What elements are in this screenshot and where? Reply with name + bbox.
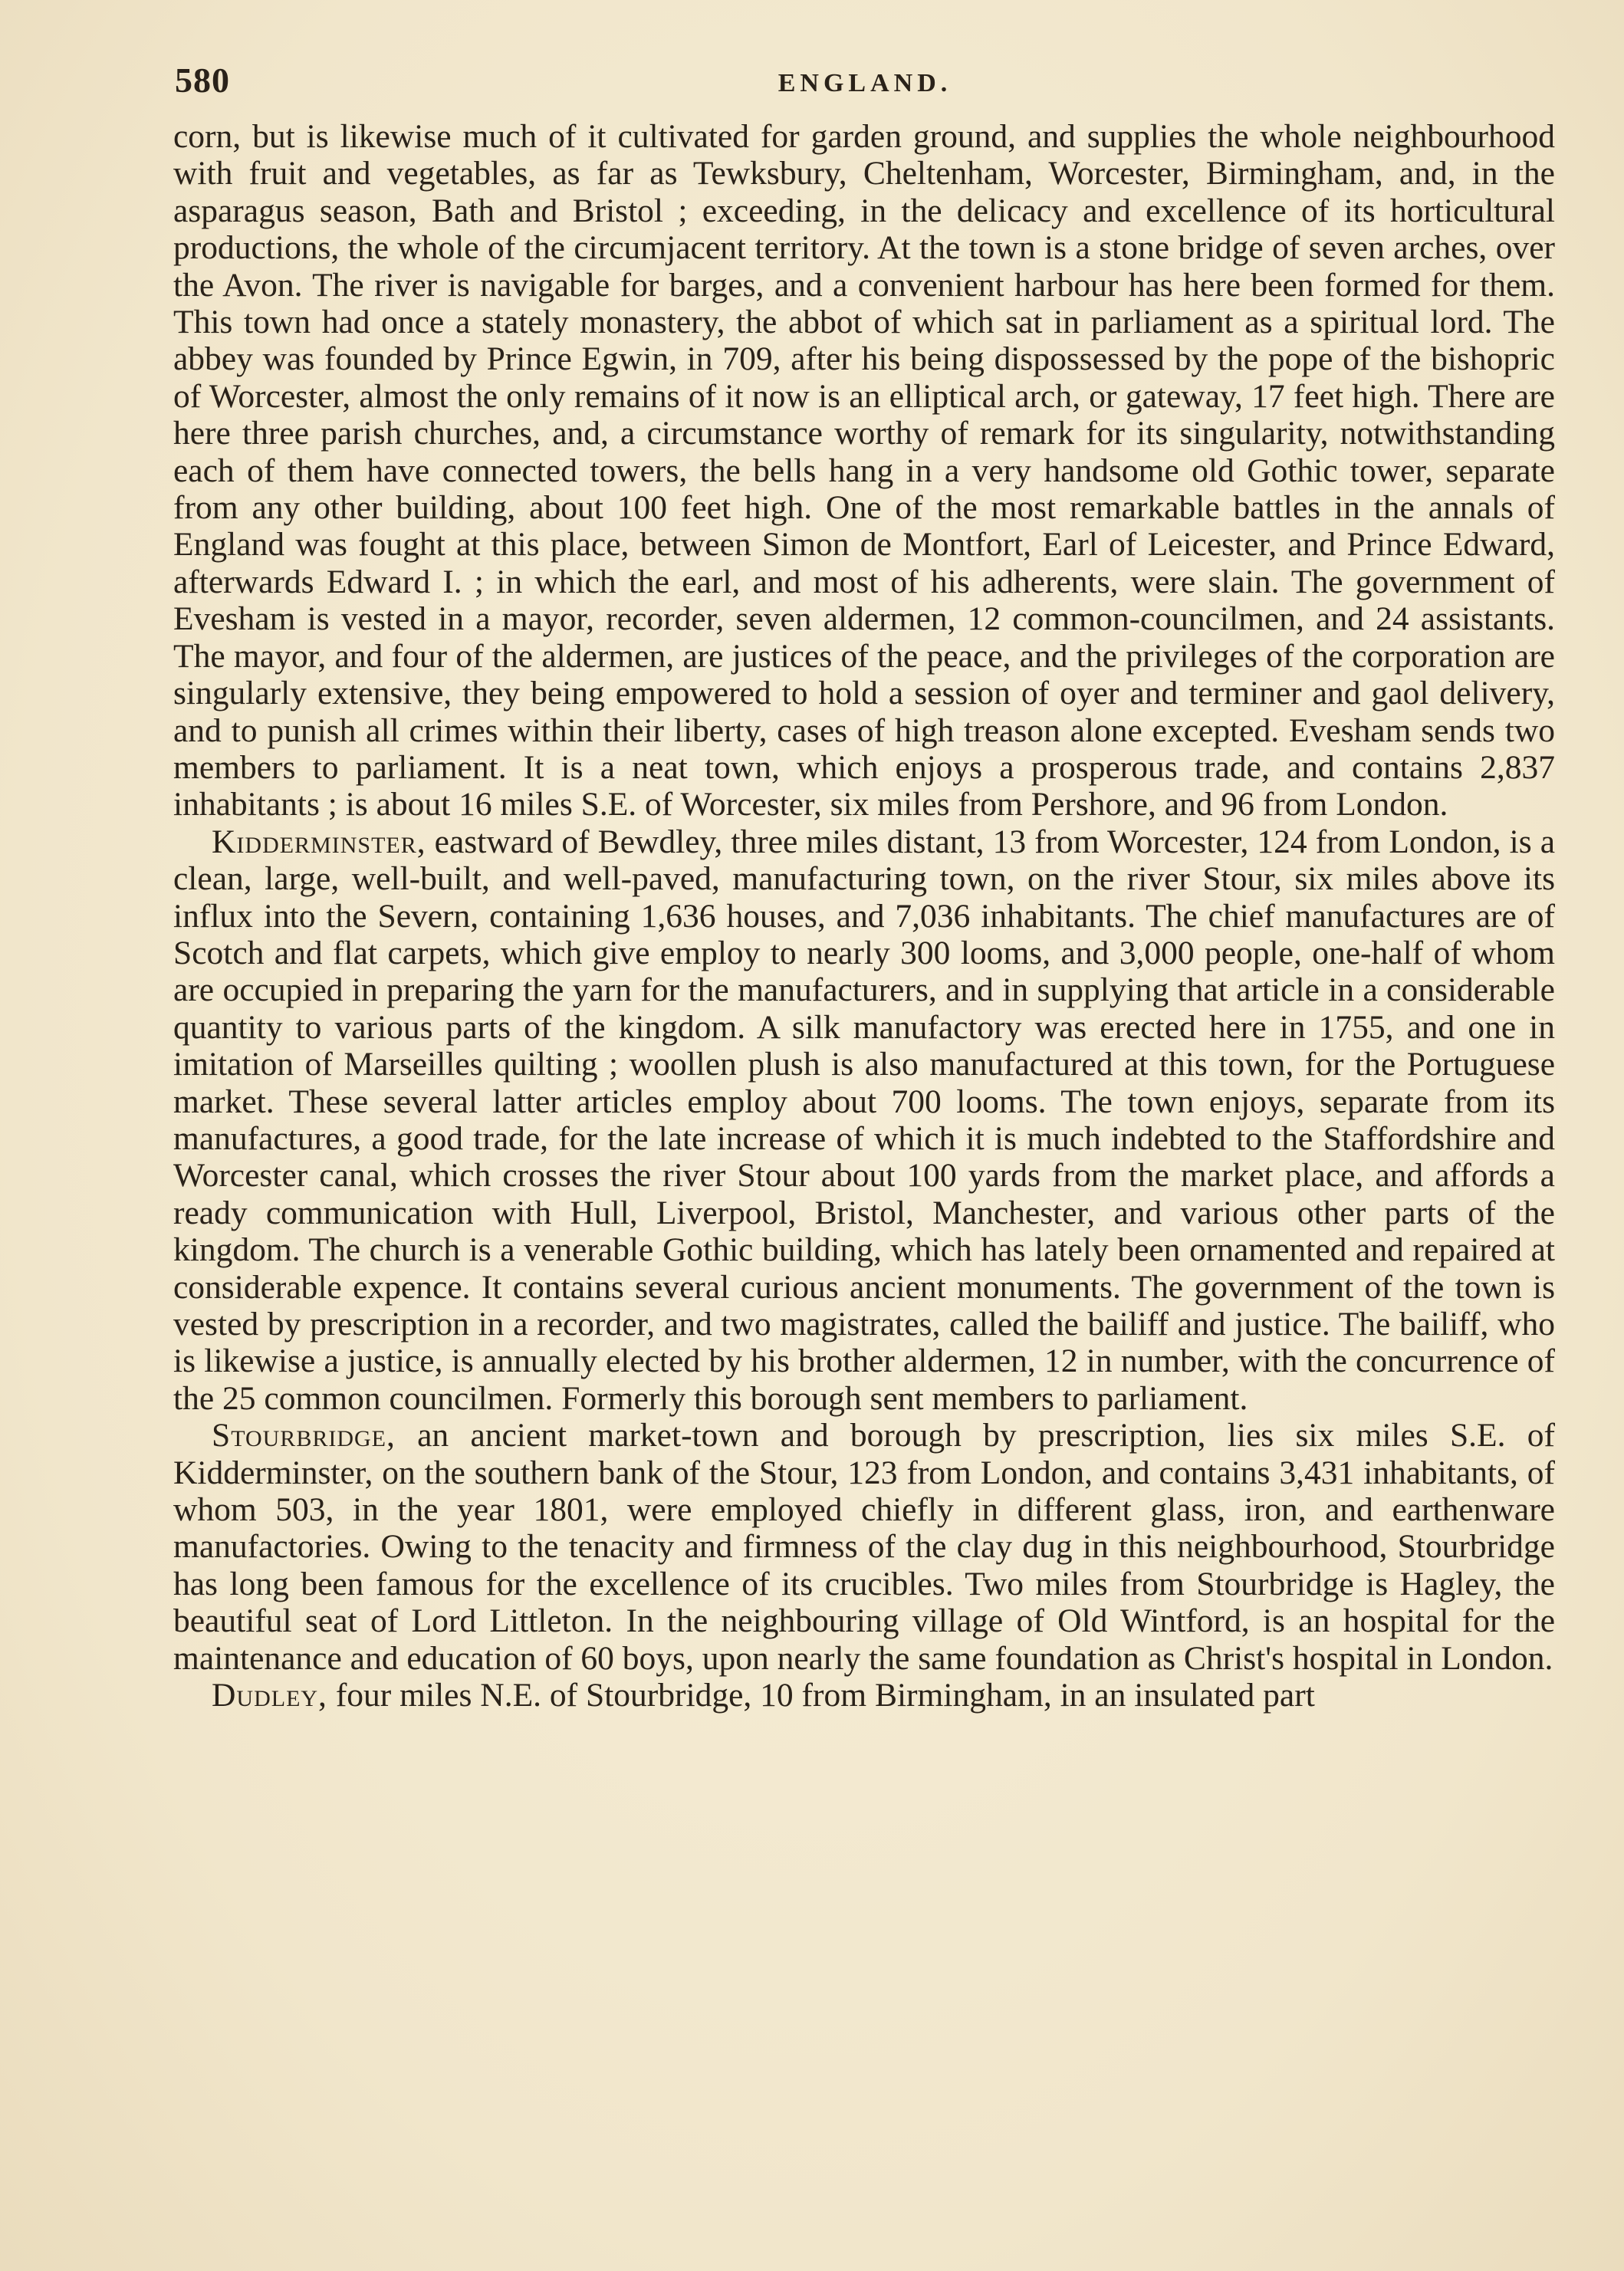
running-head: ENGLAND. <box>777 69 952 97</box>
paragraph-dudley <box>173 1677 1555 1714</box>
paragraph-text: corn, but is likewise much of it cultivated for garden ground, and supplies the whole neighbourhood with fruit and vegetables, as far as Tewksbury, Cheltenham, Worcester, Birmingham, and, in the asparagus season, Bath and Bristol ; exceeding, in the delicacy and excellence of its horticultural productions, the whole of the circumjacent territory. At the town is a stone bridge of seven arches, over the Avon. The river is navigable for barges, and a convenient harbour has here been formed for them. This town had once a stately monastery, the abbot of which sat in parliament as a spiritual lord. The abbey was founded by Prince Egwin, in 709, after his being dispossessed by the pope of the bishopric of Worcester, almost the only remains of it now is an elliptical arch, or gateway, 17 feet high. There are here three parish churches, and, a circumstance worthy of remark for its singularity, notwithstanding each of them have connected towers, the bells hang in a very handsome old Gothic tower, separate from any other building, about 100 feet high. One of the most remarkable battles in the annals of England was fought at this place, between Simon de Montfort, Earl of Leicester, and Prince Edward, afterwards Edward I. ; in which the earl, and most of his adherents, were slain. The government of Evesham is vested in a mayor, recorder, seven aldermen, 12 common-councilmen, and 24 assistants. The mayor, and four of the aldermen, are justices of the peace, and the privileges of the corporation are singularly extensive, they being empowered to hold a session of oyer and terminer and gaol delivery, and to punish all crimes within their liberty, cases of high treason alone excepted. Evesham sends two members to parliament. It is a neat town, which enjoys a prosperous trade, and contains 2,837 inhabitants ; is about 16 miles S.E. of Worcester, six miles from Pershore, and 96 from London. <box>173 118 1555 823</box>
paragraph-kidderminster <box>173 823 1555 1418</box>
paragraph-stourbridge <box>173 1417 1555 1677</box>
paragraph-text: eastward of Bewdley, three miles distant, 13 from Worcester, 124 from London, is a clean, large, well-built, and well-paved, manufacturing town, on the river Stour, six miles above its influx into the Severn, containing 1,636 houses, and 7,036 inhabitants. The chief manufactures are of Scotch and flat carpets, which give employ to nearly 300 looms, and 3,000 people, one-half of whom are occupied in preparing the yarn for the manufacturers, and in supplying that article in a considerable quantity to various parts of the kingdom. A silk manufactory was erected here in 1755, and one in imitation of Marseilles quilting ; woollen plush is also manufactured at this town, for the Portuguese market. These several latter articles employ about 700 looms. The town enjoys, separate from its manufactures, a good trade, for the late increase of which it is much indebted to the Staffordshire and Worcester canal, which crosses the river Stour about 100 yards from the market place, and affords a ready communication with Hull, Liverpool, Bristol, Manchester, and various other parts of the kingdom. The church is a venerable Gothic building, which has lately been ornamented and repaired at considerable expence. It contains several curious ancient monuments. The government of the town is vested by prescription in a recorder, and two magistrates, called the bailiff and justice. The bailiff, who is likewise a justice, is annually elected by his brother aldermen, 12 in number, with the concurrence of the 25 common councilmen. Formerly this borough sent members to parliament. <box>173 823 1555 1417</box>
paragraph-text: an ancient market-town and borough by prescription, lies six miles S.E. of Kidderminster, on the southern bank of the Stour, 123 from London, and contains 3,431 inhabitants, of whom 503, in the year 1801, were employed chiefly in different glass, iron, and earthenware manufactories. Owing to the tenacity and firmness of the clay dug in this neighbourhood, Stourbridge has long been famous for the excellence of its crucibles. Two miles from Stourbridge is Hagley, the beautiful seat of Lord Littleton. In the neighbouring village of Old Wintford, is an hospital for the maintenance and education of 60 boys, upon nearly the same foundation as Christ's hospital in London. <box>173 1417 1555 1677</box>
page-header <box>175 60 1555 106</box>
paragraph-evesham <box>173 118 1555 823</box>
place-name: Kidderminster, <box>212 823 426 860</box>
place-name: Stourbridge, <box>212 1417 396 1454</box>
page-number: 580 <box>175 61 230 100</box>
place-name: Dudley, <box>212 1677 327 1714</box>
paragraph-text: four miles N.E. of Stourbridge, 10 from Birmingham, in an insulated part <box>327 1677 1315 1714</box>
body-text <box>173 118 1555 1714</box>
